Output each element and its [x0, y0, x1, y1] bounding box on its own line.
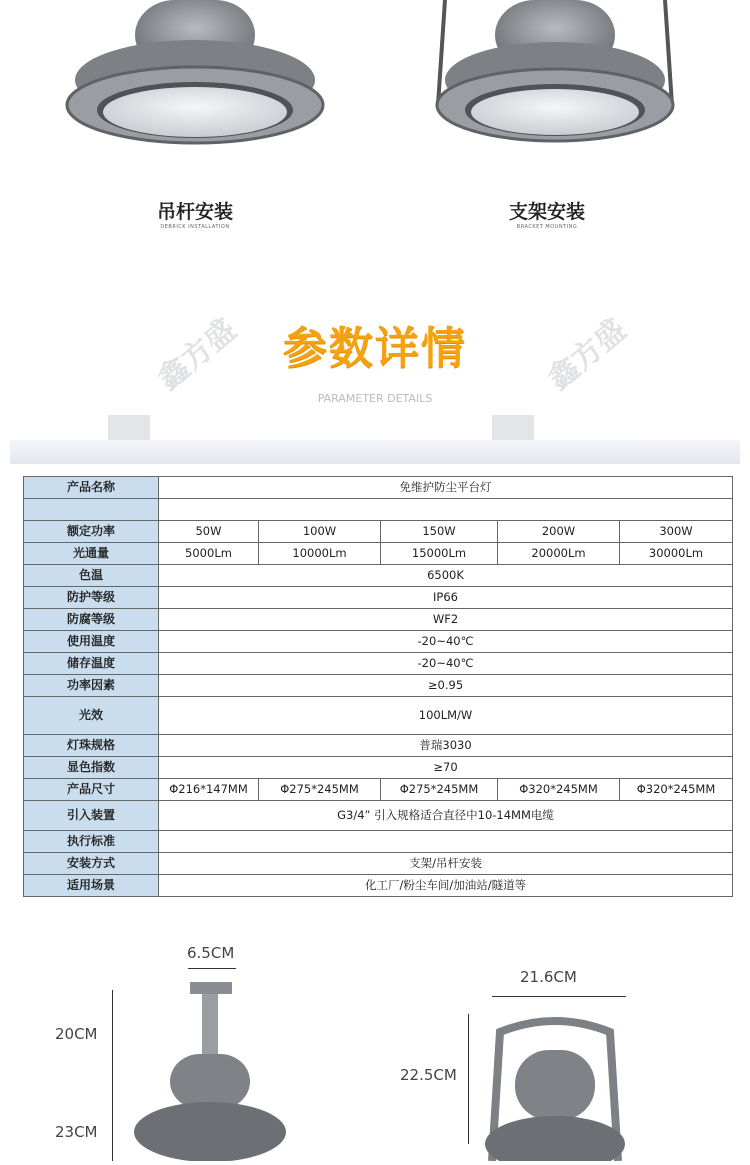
lamp-image-bracket — [430, 0, 680, 165]
spec-value: WF2 — [159, 609, 733, 631]
install-subtitle-pendant: DEBRICK INSTALLATION — [160, 224, 230, 230]
dim-line — [492, 996, 626, 997]
spec-label: 功率因素 — [24, 675, 159, 697]
spec-table-body — [24, 477, 733, 897]
spec-row — [24, 735, 733, 757]
spec-label — [24, 499, 159, 521]
spec-row — [24, 587, 733, 609]
spec-value: 5000Lm — [159, 543, 259, 565]
spec-row — [24, 565, 733, 587]
spec-value: IP66 — [159, 587, 733, 609]
spec-value: 6500K — [159, 565, 733, 587]
spec-value: Φ275*245MM — [259, 779, 381, 801]
spec-value — [159, 831, 733, 853]
spec-label: 额定功率 — [24, 521, 159, 543]
spec-row — [24, 609, 733, 631]
dim-bracket-width: 21.6CM — [520, 968, 577, 986]
spec-value: Φ320*245MM — [620, 779, 733, 801]
lamp-image-bracket-dimension — [480, 1012, 630, 1161]
spec-label: 引入装置 — [24, 801, 159, 831]
lamp-image-pendant — [60, 0, 330, 165]
spec-row — [24, 631, 733, 653]
section-subheading: PARAMETER DETAILS — [317, 392, 433, 405]
watermark-text: 鑫方盛 — [151, 312, 243, 398]
spec-row — [24, 697, 733, 735]
dim-pendant-rod: 20CM — [55, 1025, 98, 1043]
spec-value: Φ216*147MM — [159, 779, 259, 801]
spec-row — [24, 875, 733, 897]
watermark-text: 鑫方盛 — [541, 312, 633, 398]
spec-value: -20~40℃ — [159, 653, 733, 675]
spec-value: 150W — [381, 521, 498, 543]
dim-pendant-body: 23CM — [55, 1123, 98, 1141]
spec-value: ≥0.95 — [159, 675, 733, 697]
spec-label: 光效 — [24, 697, 159, 735]
section-heading: 参数详情 — [283, 323, 467, 374]
spec-label: 使用温度 — [24, 631, 159, 653]
dim-line — [468, 1014, 469, 1144]
spec-row — [24, 653, 733, 675]
spec-value: 15000Lm — [381, 543, 498, 565]
dim-line — [188, 968, 236, 969]
spec-label: 色温 — [24, 565, 159, 587]
spec-label: 灯珠规格 — [24, 735, 159, 757]
spec-value: G3/4” 引入规格适合直径中10-14MM电缆 — [159, 801, 733, 831]
spec-value: 20000Lm — [498, 543, 620, 565]
spec-row — [24, 521, 733, 543]
spec-value: ≥70 — [159, 757, 733, 779]
spec-label: 执行标准 — [24, 831, 159, 853]
spec-label: 防护等级 — [24, 587, 159, 609]
lamp-image-pendant-dimension — [130, 982, 290, 1161]
spec-row — [24, 499, 733, 521]
spec-row — [24, 779, 733, 801]
spec-label: 产品名称 — [24, 477, 159, 499]
spec-label: 光通量 — [24, 543, 159, 565]
spec-value: 化工厂/粉尘车间/加油站/隧道等 — [159, 875, 733, 897]
spec-row — [24, 543, 733, 565]
spec-label: 产品尺寸 — [24, 779, 159, 801]
spec-label: 安装方式 — [24, 853, 159, 875]
spec-table — [23, 476, 733, 897]
spec-label: 储存温度 — [24, 653, 159, 675]
spec-value: 10000Lm — [259, 543, 381, 565]
install-subtitle-bracket: BRACKET MOUNTING — [516, 224, 578, 230]
spec-value: Φ320*245MM — [498, 779, 620, 801]
spec-value: 100W — [259, 521, 381, 543]
spec-value: 200W — [498, 521, 620, 543]
spec-value: 50W — [159, 521, 259, 543]
spec-row — [24, 477, 733, 499]
spec-label: 显色指数 — [24, 757, 159, 779]
spec-value: 支架/吊杆安装 — [159, 853, 733, 875]
dim-line — [112, 990, 113, 1161]
dim-bracket-height: 22.5CM — [400, 1066, 457, 1084]
spec-value: 30000Lm — [620, 543, 733, 565]
spec-value: -20~40℃ — [159, 631, 733, 653]
spec-value: 免维护防尘平台灯 — [159, 477, 733, 499]
dim-pendant-top-width: 6.5CM — [187, 944, 235, 962]
spec-value — [159, 499, 733, 521]
spec-value: 100LM/W — [159, 697, 733, 735]
spec-row — [24, 757, 733, 779]
install-title-bracket: 支架安装 — [508, 201, 585, 223]
spec-row — [24, 831, 733, 853]
spec-row — [24, 801, 733, 831]
spec-value: 300W — [620, 521, 733, 543]
spec-row — [24, 675, 733, 697]
spec-row — [24, 853, 733, 875]
spec-label: 适用场景 — [24, 875, 159, 897]
spec-label: 防腐等级 — [24, 609, 159, 631]
spec-value: 普瑞3030 — [159, 735, 733, 757]
divider — [10, 440, 740, 464]
install-title-pendant: 吊杆安装 — [156, 201, 233, 223]
spec-value: Φ275*245MM — [381, 779, 498, 801]
